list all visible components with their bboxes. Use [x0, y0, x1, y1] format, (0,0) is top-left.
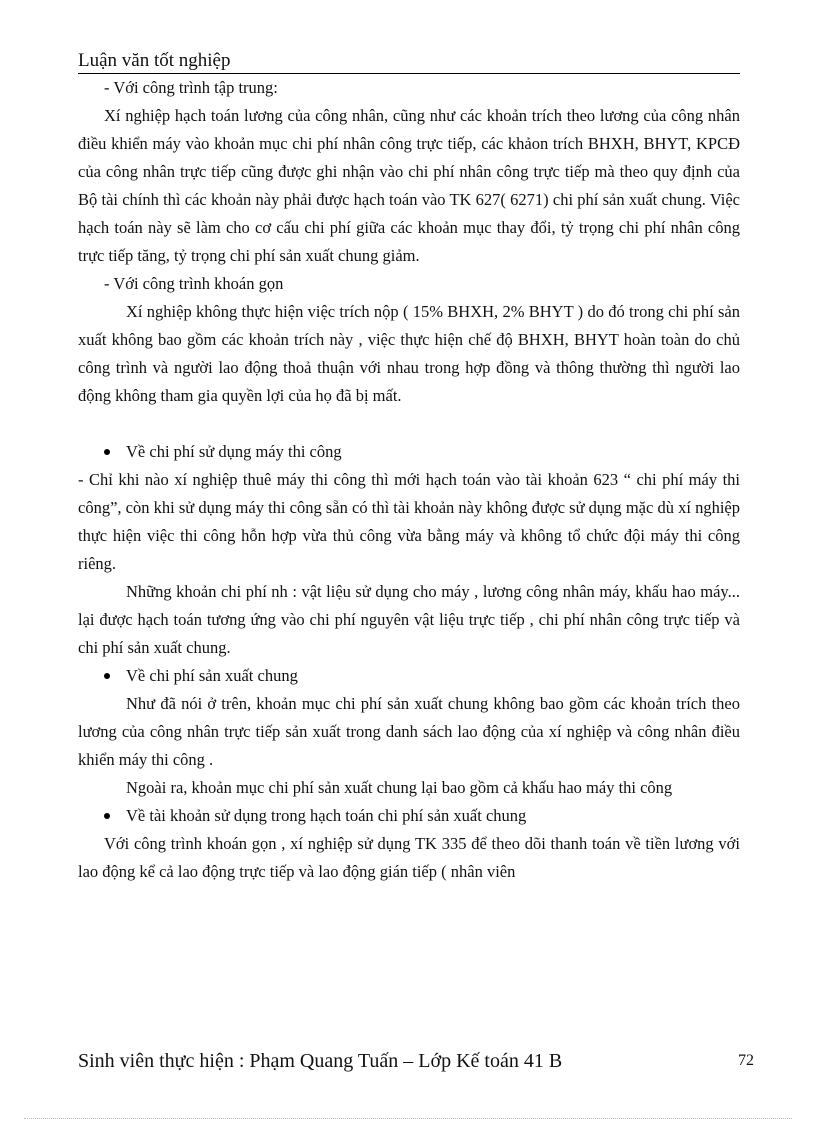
footer-author: Sinh viên thực hiện : Phạm Quang Tuấn – Lớp Kế toán 41 B [78, 1050, 563, 1072]
paragraph-tk335: Với công trình khoán gọn , xí nghiệp sử dụng TK 335 để theo dõi thanh toán về tiền lương với lao động kể cả lao động trực tiếp và lao động gián tiếp ( nhân viên [78, 834, 740, 881]
paragraph-depreciation: Ngoài ra, khoản mục chi phí sản xuất chung lại bao gồm cả khấu hao máy thi công [126, 778, 673, 797]
page-number: 72 [738, 1052, 754, 1069]
spacer [78, 410, 740, 438]
bullet-icon [104, 813, 110, 819]
bullet-machine-costs-text: Về chi phí sử dụng máy thi công [126, 442, 342, 461]
bullet-icon [104, 449, 110, 455]
paragraph-concentrated-works: Xí nghiệp hạch toán lương của công nhân, cũng như các khoản trích theo lương của công nhân điều khiển máy vào khoản mục chi phí nhân công trực tiếp, các khảon trích BHXH, BHYT, KPCĐ của công nhân trực tiếp cũng được ghi nhận vào chi phí nhân công trực tiếp mà theo quy định của Bộ tài chính thì các khoản này phải được hạch toán vào TK 627( 6271) chi phí sản xuất chung. Việc hạch toán này sẽ làm cho cơ cấu chi phí giữa các khoản mục thay đổi, tỷ trọng chi phí nhân công trực tiếp tăng, tỷ trọng chi phí sản xuất chung giảm. [78, 106, 740, 265]
page-body [78, 74, 740, 886]
page-bottom-divider [24, 1118, 792, 1119]
paragraph-general-costs: Như đã nói ở trên, khoản mục chi phí sản xuất chung không bao gồm các khoản trích theo lương của công nhân trực tiếp sản xuất trong danh sách lao động của xí nghiệp và công nhân điều khiển máy thi công . [78, 694, 740, 769]
paragraph-machine-expenses: Những khoản chi phí nh : vật liệu sử dụng cho máy , lương công nhân máy, khấu hao máy... lại được hạch toán tương ứng vào chi phí nguyên vật liệu trực tiếp , chi phí nhân công trực tiếp và chi phí sản xuất chung. [78, 582, 740, 657]
paragraph-lump-sum-heading: - Với công trình khoán gọn [104, 274, 284, 293]
bullet-general-production-costs [78, 662, 740, 690]
bullet-machine-costs [78, 438, 740, 466]
paragraph-lump-sum: Xí nghiệp không thực hiện việc trích nộp ( 15% BHXH, 2% BHYT ) do đó trong chi phí sản xuất không bao gồm các khoản trích này , việc thực hiện chế độ BHXH, BHYT hoàn toàn do chủ công trình và người lao động thoả thuận với nhau trong hợp đồng và thông thường thì người lao động không tham gia quyền lợi của họ đã bị mất. [78, 302, 740, 405]
bullet-general-production-costs-text: Về chi phí sản xuất chung [126, 666, 298, 685]
running-header: Luận văn tốt nghiệp [78, 50, 231, 71]
bullet-icon [104, 673, 110, 679]
bullet-accounts-used [78, 802, 740, 830]
paragraph-machine-rental: - Chỉ khi nào xí nghiệp thuê máy thi công thì mới hạch toán vào tài khoản 623 “ chi phí máy thi công”, còn khi sử dụng máy thi công sẵn có thì tài khoản này không được sử dụng mặc dù xí nghiệp thực hiện việc thi công hỗn hợp vừa thủ công vừa bằng máy và không tổ chức đội máy thi công riêng. [78, 470, 740, 573]
bullet-accounts-used-text: Về tài khoản sử dụng trong hạch toán chi phí sản xuất chung [126, 806, 527, 825]
paragraph-concentrated-works-heading: - Với công trình tập trung: [104, 78, 278, 97]
